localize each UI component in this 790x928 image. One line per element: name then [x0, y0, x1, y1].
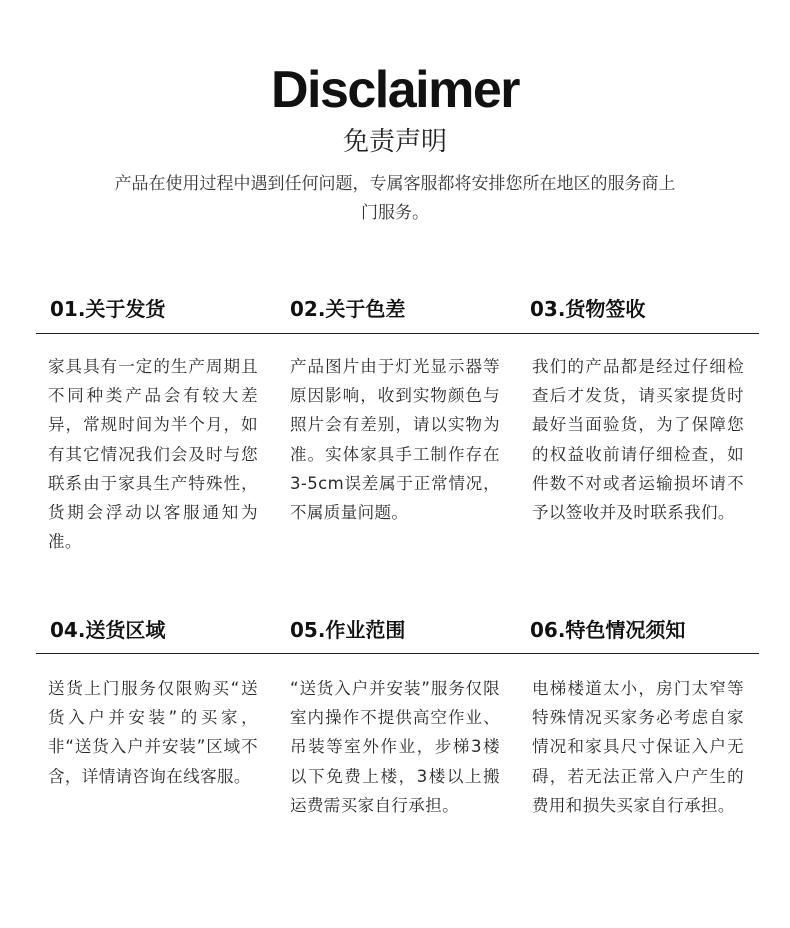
divider-row-2: [36, 653, 759, 654]
section-heading-delivery-area: 04.送货区域: [50, 618, 166, 642]
section-heading-work-scope: 05.作业范围: [290, 618, 406, 642]
section-body-signing: 我们的产品都是经过仔细检查后才发货，请买家提货时最好当面验货，为了保障您的权益收前请仔细检查，如件数不对或者运输损坏请不予以签收并及时联系我们。: [532, 357, 744, 523]
section-body-special-notes: 电梯楼道太小，房门太窄等特殊情况买家务必考虑自家情况和家具尺寸保证入户无碍，若无法正常入户产生的费用和损失买家自行承担。: [532, 679, 744, 815]
section-heading-special-notes: 06.特色情况须知: [530, 618, 686, 642]
section-heading-shipping: 01.关于发货: [50, 297, 166, 321]
section-body-delivery-area: 送货上门服务仅限购买“送货入户并安装”的买家，非“送货入户并安装”区域不含，详情请咨询在线客服。: [48, 679, 258, 786]
section-body-shipping: 家具具有一定的生产周期且不同种类产品会有较大差异，常规时间为半个月，如有其它情况我们会及时与您联系由于家具生产特殊性，货期会浮动以客服通知为准。: [48, 357, 258, 552]
section-heading-color: 02.关于色差: [290, 297, 406, 321]
section-body-color: 产品图片由于灯光显示器等原因影响，收到实物颜色与照片会有差别，请以实物为准。实体家具手工制作存在3-5cm误差属于正常情况，不属质量问题。: [290, 357, 500, 523]
disclaimer-title-cn: 免责声明: [342, 127, 447, 157]
disclaimer-title: Disclaimer: [270, 61, 520, 119]
intro-text: 产品在使用过程中遇到任何问题，专属客服都将安排您所在地区的服务商上门服务。: [114, 174, 676, 223]
section-heading-signing: 03.货物签收: [530, 297, 646, 321]
section-body-work-scope: “送货入户并安装”服务仅限室内操作不提供高空作业、吊装等室外作业，步梯3楼以下免费上楼，3楼以上搬运费需买家自行承担。: [290, 679, 500, 815]
divider-row-1: [36, 333, 759, 334]
